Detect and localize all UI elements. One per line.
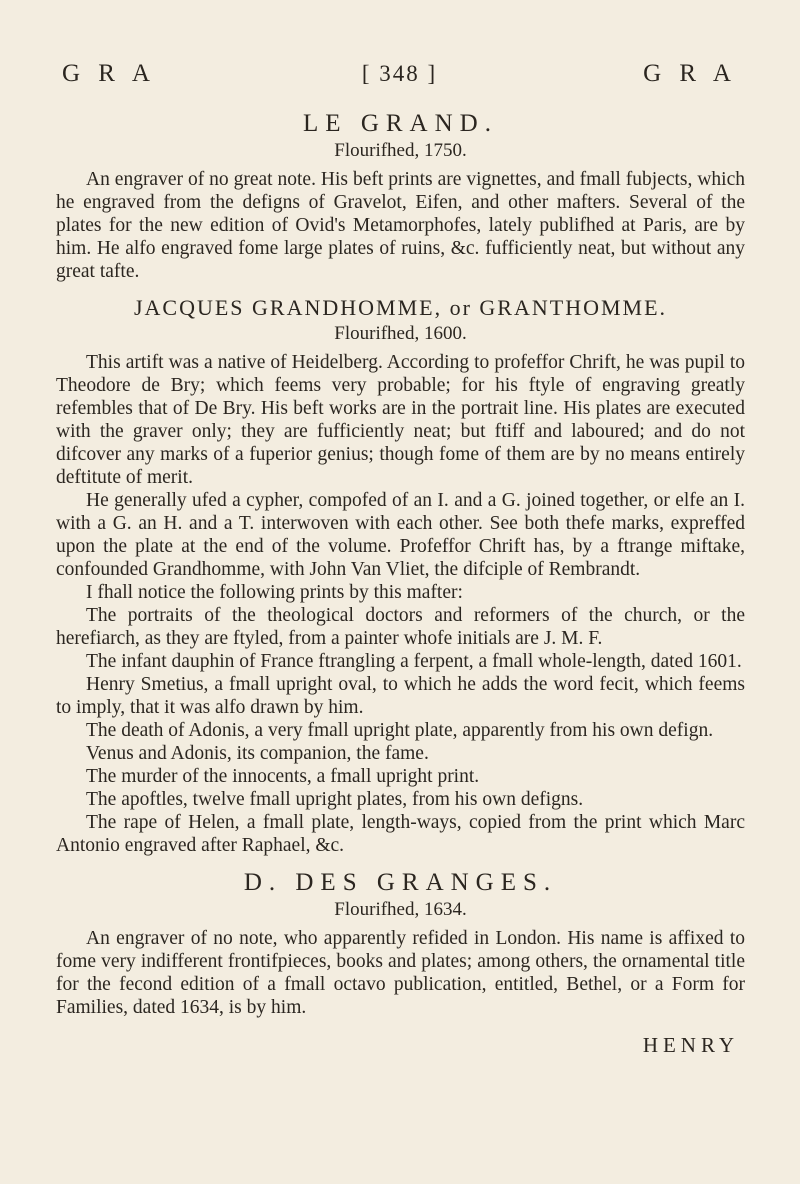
print-list-item: The death of Adonis, a very fmall upright plate, apparently from his own defign. [86, 720, 714, 741]
print-list-item: The infant dauphin of France ftrangling a ferpent, a fmall whole-length, dated 1601. [86, 651, 742, 672]
entry-des-granges [56, 869, 745, 1019]
entry-title: D. DES GRANGES. [243, 869, 558, 896]
print-list-item: Henry Smetius, a fmall upright oval, to which he adds the word fecit, which feems to imply, that it was alfo drawn by him. [56, 674, 745, 718]
entry-le-grand [56, 110, 745, 283]
print-list-item: The rape of Helen, a fmall plate, length-ways, copied from the print which Marc Antonio engraved after Raphael, &c. [56, 812, 745, 856]
print-list-item: The murder of the innocents, a fmall upright print. [86, 766, 480, 787]
print-list-item: The apoftles, twelve fmall upright plates, from his own defigns. [86, 789, 584, 810]
entry-paragraph: I fhall notice the following prints by this mafter: [86, 582, 463, 603]
running-header [56, 60, 745, 88]
entry-paragraph: An engraver of no note, who apparently refided in London. His name is affixed to fome very indifferent frontifpieces, books and plates; among others, the ornamental title for the fecond edition of a fmall octavo publication, entitled, Bethel, or a Form for Families, dated 1634, is by him. [56, 928, 745, 1018]
entry-flourished: Flourifhed, 1634. [334, 899, 467, 920]
entry-paragraph: He generally ufed a cypher, compofed of an I. and a G. joined together, or elfe an I. with a G. an H. and a T. interwoven with each other. See both thefe marks, expreffed upon the plate at the end of the volume. Profeffor Chrift has, by a ftrange miftake, confounded Grandhomme, with John Van Vliet, the difciple of Rembrandt. [56, 490, 745, 580]
entry-title: LE GRAND. [303, 110, 498, 137]
entry-grandhomme [56, 295, 745, 857]
entry-flourished: Flourifhed, 1600. [334, 323, 467, 344]
header-right: G R A [643, 60, 737, 87]
print-list-item: The portraits of the theological doctors and reformers of the church, or the herefiarch, as they are ftyled, from a painter whofe initials are J. M. F. [56, 605, 745, 649]
header-left: G R A [62, 60, 156, 87]
catchword: HENRY [642, 1033, 739, 1057]
entry-title: JACQUES GRANDHOMME, or GRANTHOMME. [133, 295, 668, 320]
entry-paragraph: An engraver of no great note. His beft prints are vignettes, and fmall fubjects, which he engraved from the defigns of Gravelot, Eifen, and other mafters. Several of the plates for the new edition of Ovid's Metamorphofes, lately publifhed at Paris, are by him. He alfo engraved fome large plates of ruins, &c. fufficiently neat, but without any great tafte. [56, 169, 745, 282]
page-number: [ 348 ] [361, 61, 438, 86]
print-list-item: Venus and Adonis, its companion, the fame. [86, 743, 429, 764]
entry-paragraph: This artift was a native of Heidelberg. According to profeffor Chrift, he was pupil to Theodore de Bry; which feems very probable; for his ftyle of engraving greatly refembles that of De Bry. His beft works are in the portrait line. His plates are executed with the graver only; they are fufficiently neat; but ftiff and laboured; and do not difcover any marks of a fuperior genius; though fome of them are by no means entirely deftitute of merit. [56, 352, 745, 488]
entry-flourished: Flourifhed, 1750. [334, 140, 467, 161]
